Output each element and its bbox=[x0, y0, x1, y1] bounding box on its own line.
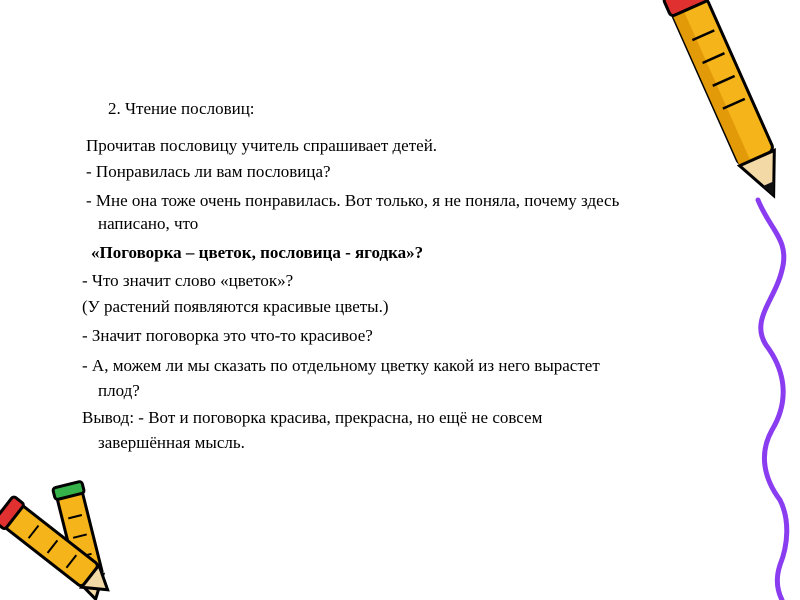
text-line: Прочитав пословицу учитель спрашивает детей. bbox=[86, 136, 438, 155]
text-line: - Понравилась ли вам пословица? bbox=[86, 162, 331, 181]
slide-heading: 2. Чтение пословиц: bbox=[108, 99, 255, 118]
text-line: написано, что bbox=[98, 214, 199, 233]
pencil-icon bbox=[640, 0, 800, 600]
text-line: - Мне она тоже очень понравилась. Вот только, я не поняла, почему здесь bbox=[86, 191, 620, 210]
text-line: (У растений появляются красивые цветы.) bbox=[82, 297, 389, 316]
text-line: - А, можем ли мы сказать по отдельному цветку какой из него вырастет bbox=[82, 356, 600, 375]
text-line: Вывод: - Вот и поговорка красива, прекрасна, но ещё не совсем bbox=[82, 408, 543, 427]
text-line: - Значит поговорка это что-то красивое? bbox=[82, 326, 373, 345]
text-line: - Что значит слово «цветок»? bbox=[82, 271, 294, 290]
proverb-quote: «Поговорка – цветок, пословица - ягодка»? bbox=[91, 243, 424, 262]
text-line: завершённая мысль. bbox=[98, 433, 245, 452]
squiggle-line bbox=[758, 200, 787, 600]
pencils-crossed-icon bbox=[0, 480, 150, 600]
text-line: плод? bbox=[98, 381, 140, 400]
